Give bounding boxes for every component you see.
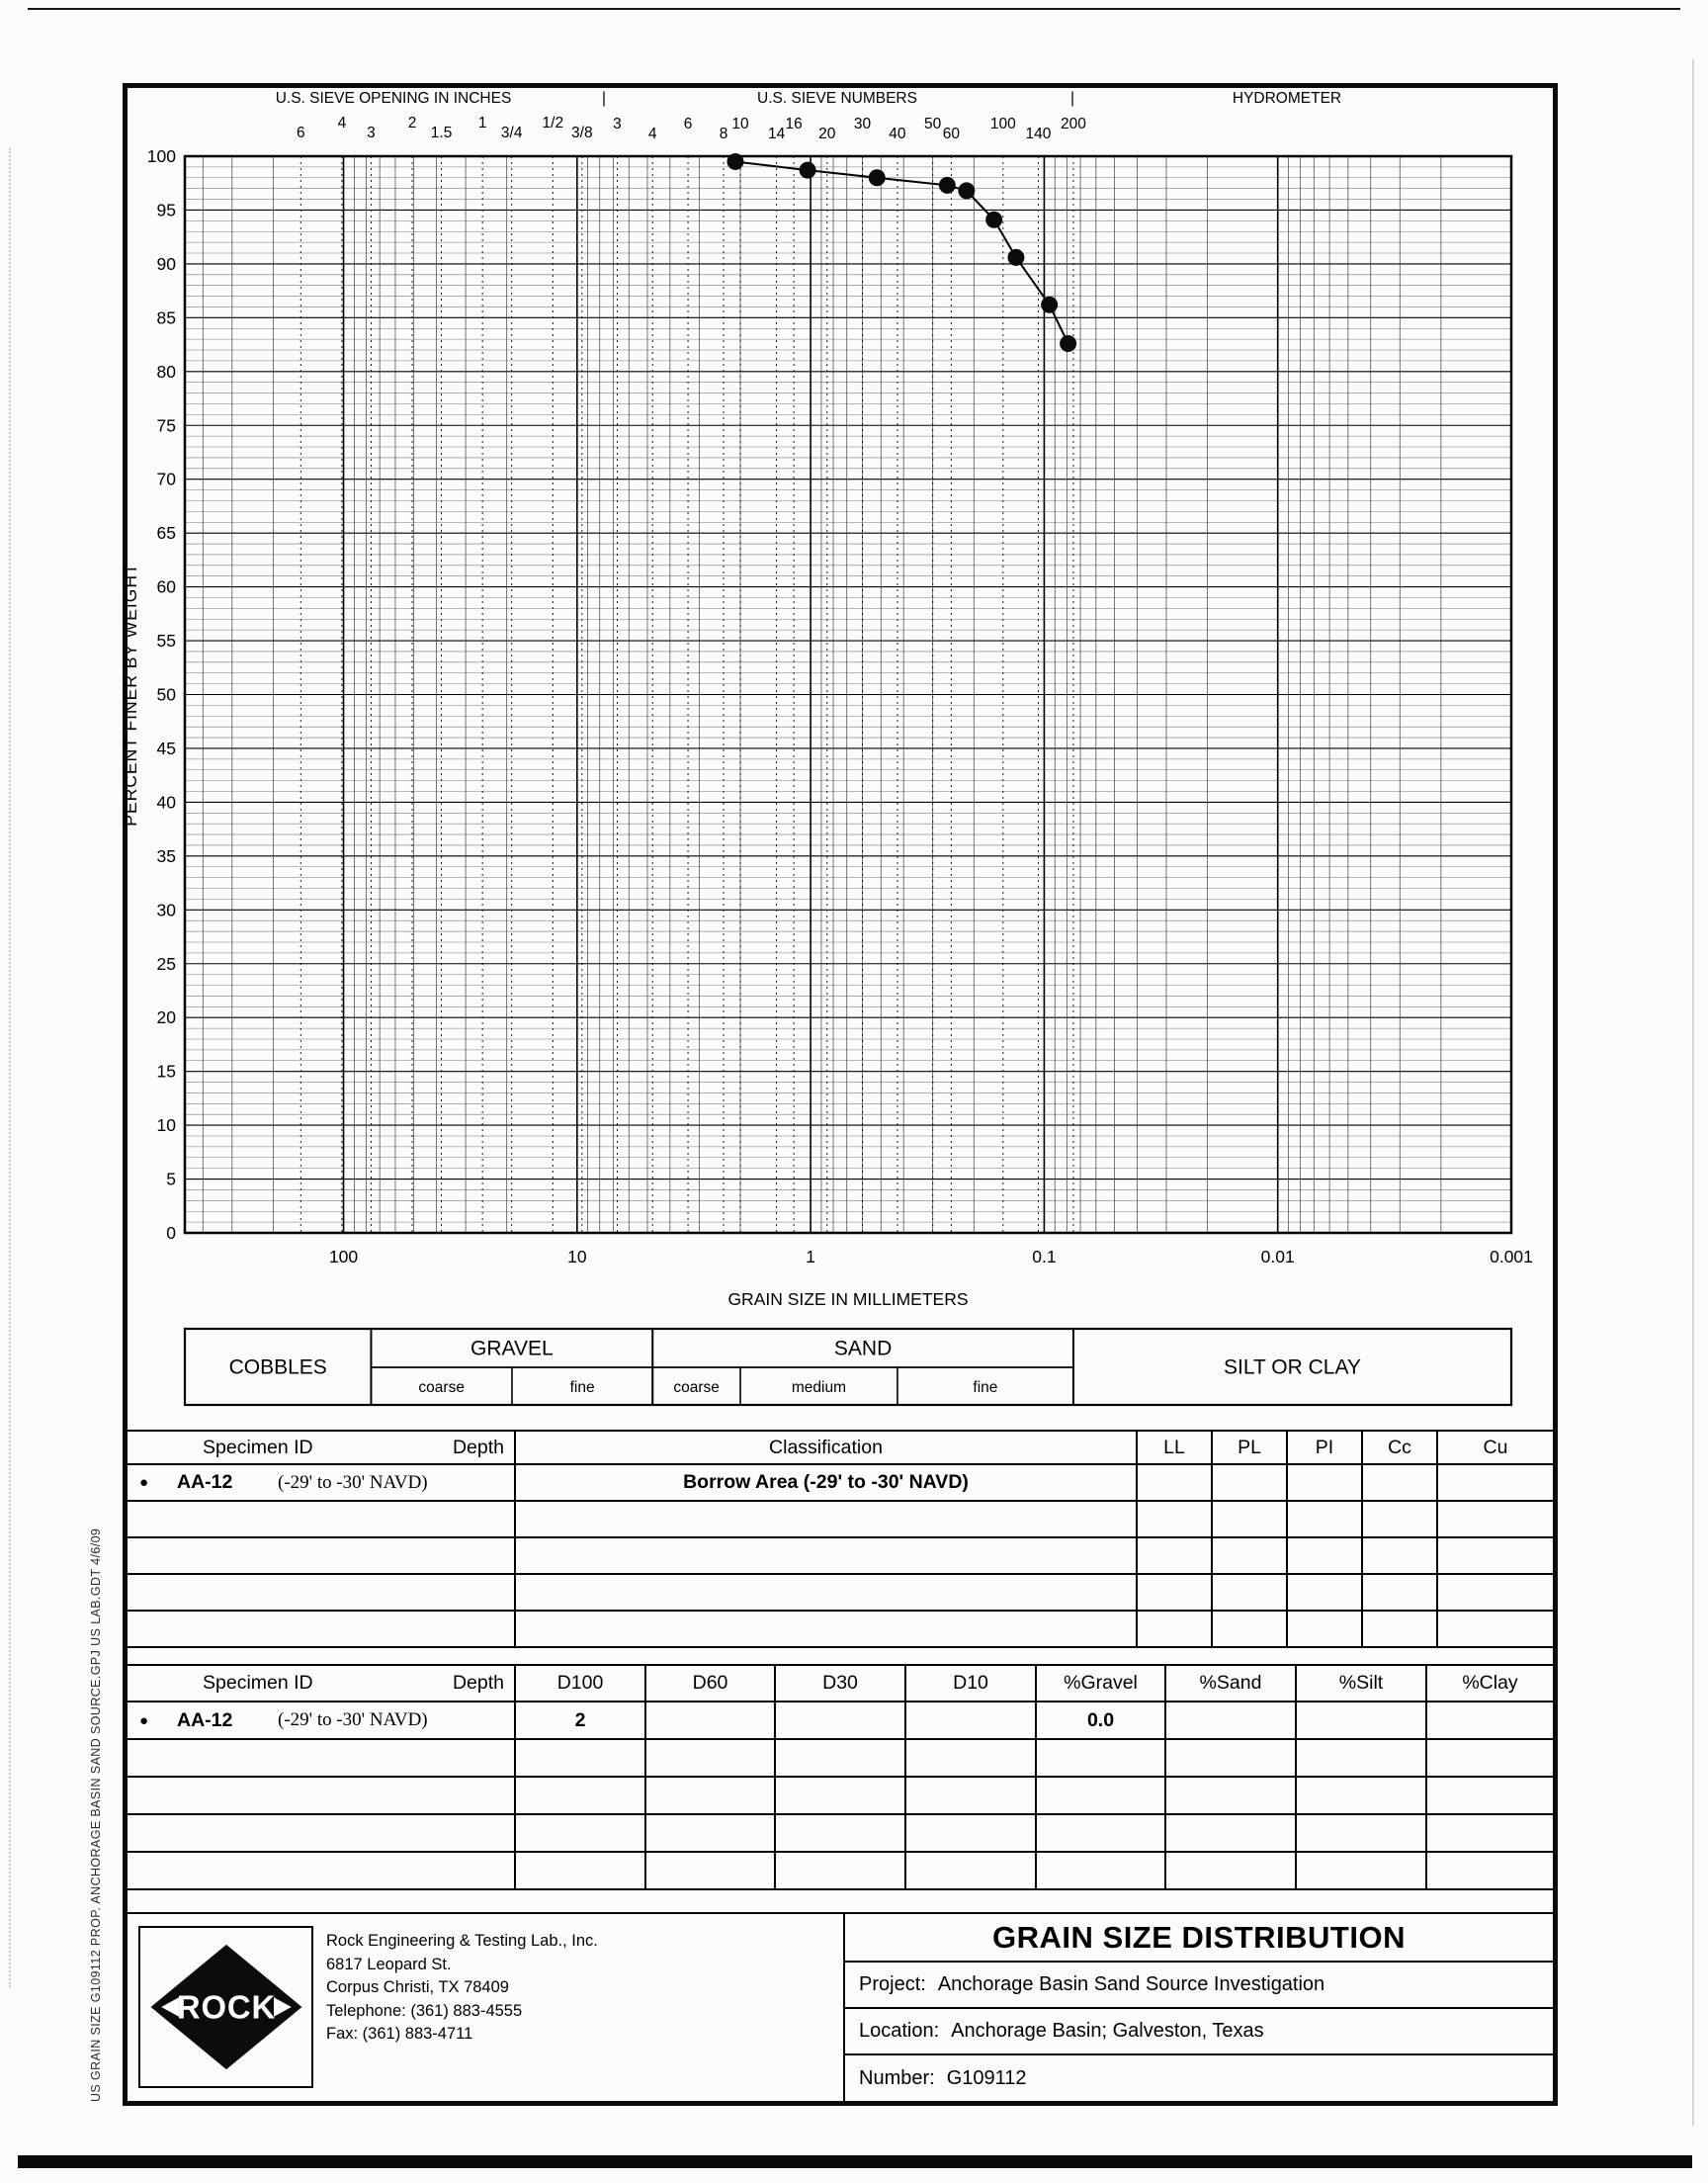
svg-text:1: 1 bbox=[477, 115, 487, 131]
table-header-row bbox=[128, 1432, 1553, 1465]
number-label: Number: bbox=[859, 2066, 935, 2089]
svg-text:6: 6 bbox=[683, 116, 693, 132]
gradation-results-table bbox=[128, 1664, 1553, 1890]
svg-text:25: 25 bbox=[156, 953, 176, 974]
company-city: Corpus Christi, TX 78409 bbox=[326, 1978, 509, 1996]
svg-text:70: 70 bbox=[156, 469, 176, 489]
d10-value bbox=[906, 1703, 1037, 1738]
svg-text:coarse: coarse bbox=[673, 1379, 720, 1396]
depth-header: Depth bbox=[452, 1672, 504, 1694]
pi-value bbox=[1288, 1465, 1363, 1500]
depth-value: (-29' to -30' NAVD) bbox=[278, 1709, 428, 1730]
classification-header: Classification bbox=[516, 1432, 1138, 1463]
cc-value bbox=[1363, 1465, 1438, 1500]
svg-text:10: 10 bbox=[156, 1115, 176, 1136]
sieve-size-labels bbox=[297, 115, 1086, 142]
location-field bbox=[845, 2009, 1553, 2055]
svg-text:6: 6 bbox=[296, 125, 305, 141]
d60-value bbox=[646, 1703, 776, 1738]
svg-text:90: 90 bbox=[156, 253, 176, 274]
clay-header: %Clay bbox=[1462, 1672, 1518, 1694]
number-value: G109112 bbox=[946, 2066, 1027, 2089]
company-info bbox=[326, 1930, 598, 2047]
svg-text:HYDROMETER: HYDROMETER bbox=[1232, 90, 1342, 107]
d60-header: D60 bbox=[646, 1666, 776, 1701]
specimen-id-value: AA-12 bbox=[177, 1708, 233, 1731]
specimen-cell bbox=[128, 1465, 516, 1500]
pl-header: PL bbox=[1213, 1432, 1288, 1463]
ll-value bbox=[1138, 1465, 1213, 1500]
svg-text:140: 140 bbox=[1025, 126, 1052, 142]
cu-header: Cu bbox=[1483, 1436, 1508, 1458]
svg-text:5: 5 bbox=[166, 1169, 176, 1189]
silt-header: %Silt bbox=[1297, 1666, 1427, 1701]
svg-text:GRAVEL: GRAVEL bbox=[470, 1337, 554, 1360]
svg-text:medium: medium bbox=[791, 1379, 847, 1396]
report-title: GRAIN SIZE DISTRIBUTION bbox=[845, 1914, 1553, 1963]
specimen-id-value: AA-12 bbox=[177, 1471, 233, 1493]
depth-header: Depth bbox=[452, 1436, 504, 1458]
svg-text:75: 75 bbox=[156, 415, 176, 436]
svg-text:10: 10 bbox=[731, 116, 749, 132]
svg-text:200: 200 bbox=[1061, 116, 1086, 132]
empty-table-row bbox=[128, 1815, 1553, 1853]
sieve-header-labels bbox=[276, 90, 1341, 107]
svg-text:15: 15 bbox=[156, 1061, 176, 1082]
empty-table-row bbox=[128, 1612, 1553, 1648]
svg-text:0.001: 0.001 bbox=[1490, 1247, 1533, 1266]
svg-text:100: 100 bbox=[146, 146, 176, 166]
svg-text:1.5: 1.5 bbox=[430, 125, 453, 141]
svg-text:80: 80 bbox=[156, 361, 176, 382]
x-axis-tick-labels bbox=[329, 1247, 1533, 1266]
classification-bar bbox=[185, 1329, 1511, 1405]
svg-text:50: 50 bbox=[156, 684, 176, 705]
report-info-panel bbox=[845, 1914, 1553, 2101]
empty-table-row bbox=[128, 1740, 1553, 1778]
specimen-id-header: Specimen ID bbox=[203, 1672, 313, 1694]
table-row bbox=[128, 1703, 1553, 1740]
svg-text:45: 45 bbox=[156, 738, 176, 758]
specimen-depth-header-cell bbox=[128, 1666, 516, 1701]
specimen-marker: ● bbox=[139, 1474, 149, 1491]
svg-text:3/4: 3/4 bbox=[500, 125, 523, 141]
svg-text:10: 10 bbox=[567, 1247, 587, 1266]
svg-text:20: 20 bbox=[818, 126, 836, 142]
scan-artifact-bottom-bar bbox=[18, 2155, 1692, 2168]
svg-text:fine: fine bbox=[973, 1379, 998, 1396]
svg-text:40: 40 bbox=[156, 792, 176, 813]
logo-text: ROCK bbox=[176, 1988, 276, 2026]
svg-text:SILT OR CLAY: SILT OR CLAY bbox=[1224, 1355, 1361, 1379]
svg-text:COBBLES: COBBLES bbox=[228, 1355, 327, 1379]
empty-table-row bbox=[128, 1853, 1553, 1890]
location-label: Location: bbox=[859, 2020, 940, 2042]
classification-value: Borrow Area (-29' to -30' NAVD) bbox=[516, 1465, 1138, 1500]
title-block bbox=[128, 1912, 1553, 2101]
clay-value bbox=[1427, 1703, 1553, 1738]
table-header-row bbox=[128, 1666, 1553, 1703]
table-row bbox=[128, 1465, 1553, 1502]
svg-text:60: 60 bbox=[156, 576, 176, 597]
empty-table-row bbox=[128, 1575, 1553, 1612]
svg-text:30: 30 bbox=[853, 116, 872, 132]
d30-header: D30 bbox=[776, 1666, 906, 1701]
svg-text:95: 95 bbox=[156, 200, 176, 220]
horizontal-gridlines bbox=[185, 156, 1511, 1233]
ll-header: LL bbox=[1138, 1432, 1213, 1463]
svg-text:U.S. SIEVE OPENING IN INCHES: U.S. SIEVE OPENING IN INCHES bbox=[275, 90, 512, 107]
svg-text:|: | bbox=[1069, 90, 1075, 107]
svg-text:|: | bbox=[601, 90, 607, 107]
svg-text:60: 60 bbox=[942, 126, 961, 142]
d10-header: D10 bbox=[906, 1666, 1037, 1701]
empty-table-row bbox=[128, 1502, 1553, 1538]
silt-value bbox=[1297, 1703, 1427, 1738]
specimen-marker: ● bbox=[139, 1711, 149, 1729]
svg-text:SAND: SAND bbox=[833, 1337, 893, 1360]
svg-text:1: 1 bbox=[806, 1247, 815, 1266]
svg-text:65: 65 bbox=[156, 523, 176, 544]
company-street: 6817 Leopard St. bbox=[326, 1955, 452, 1973]
svg-text:14: 14 bbox=[767, 126, 786, 142]
empty-table-row bbox=[128, 1538, 1553, 1575]
svg-text:30: 30 bbox=[156, 900, 176, 920]
svg-text:0.1: 0.1 bbox=[1032, 1247, 1057, 1266]
cu-value bbox=[1438, 1465, 1553, 1500]
svg-text:3: 3 bbox=[367, 125, 376, 141]
number-field bbox=[845, 2055, 1553, 2101]
gradation-curve-points bbox=[726, 153, 1076, 352]
svg-text:85: 85 bbox=[156, 307, 176, 328]
empty-table-row bbox=[128, 1778, 1553, 1815]
svg-text:55: 55 bbox=[156, 631, 176, 652]
svg-text:16: 16 bbox=[785, 116, 803, 132]
rock-logo-icon bbox=[147, 1936, 305, 2078]
svg-text:coarse: coarse bbox=[418, 1379, 465, 1396]
project-label: Project: bbox=[859, 1973, 926, 1995]
svg-text:100: 100 bbox=[328, 1247, 359, 1266]
d100-header: D100 bbox=[516, 1666, 646, 1701]
specimen-cell bbox=[128, 1703, 516, 1738]
gravel-value: 0.0 bbox=[1037, 1703, 1166, 1738]
svg-text:fine: fine bbox=[569, 1379, 595, 1396]
specimen-id-header: Specimen ID bbox=[203, 1436, 313, 1458]
svg-text:20: 20 bbox=[156, 1007, 176, 1028]
svg-text:100: 100 bbox=[989, 116, 1016, 132]
svg-text:2: 2 bbox=[407, 115, 417, 131]
specimen-classification-table bbox=[128, 1430, 1553, 1648]
svg-text:U.S. SIEVE NUMBERS: U.S. SIEVE NUMBERS bbox=[757, 90, 917, 107]
gravel-header: %Gravel bbox=[1037, 1666, 1166, 1701]
cc-header: Cc bbox=[1363, 1432, 1438, 1463]
sand-header: %Sand bbox=[1166, 1666, 1297, 1701]
svg-text:4: 4 bbox=[337, 115, 347, 131]
pl-value bbox=[1213, 1465, 1288, 1500]
company-name: Rock Engineering & Testing Lab., Inc. bbox=[326, 1932, 598, 1950]
y-axis-title: PERCENT FINER BY WEIGHT bbox=[121, 563, 140, 827]
svg-text:1/2: 1/2 bbox=[542, 115, 564, 131]
location-value: Anchorage Basin; Galveston, Texas bbox=[951, 2020, 1264, 2042]
sidebar-filename-text: US GRAIN SIZE G109112 PROP. ANCHORAGE BASIN SAND SOURCE.GPJ US LAB.GDT 4/6/09 bbox=[89, 1528, 103, 2102]
svg-text:8: 8 bbox=[719, 126, 728, 142]
svg-text:0: 0 bbox=[166, 1223, 176, 1243]
company-panel bbox=[128, 1914, 845, 2101]
x-axis-title: GRAIN SIZE IN MILLIMETERS bbox=[727, 1289, 969, 1309]
svg-text:35: 35 bbox=[156, 845, 176, 866]
company-fax: Fax: (361) 883-4711 bbox=[326, 2025, 473, 2043]
specimen-depth-header-cell bbox=[128, 1432, 516, 1463]
svg-text:40: 40 bbox=[889, 126, 906, 142]
svg-text:0.01: 0.01 bbox=[1260, 1247, 1295, 1266]
company-logo bbox=[138, 1926, 313, 2088]
y-axis-tick-labels bbox=[147, 146, 176, 1243]
depth-value: (-29' to -30' NAVD) bbox=[278, 1471, 428, 1493]
company-telephone: Telephone: (361) 883-4555 bbox=[326, 2001, 523, 2020]
svg-text:4: 4 bbox=[647, 126, 657, 142]
svg-text:3/8: 3/8 bbox=[571, 125, 593, 141]
d100-value: 2 bbox=[516, 1703, 646, 1738]
project-value: Anchorage Basin Sand Source Investigation bbox=[937, 1973, 1325, 1995]
svg-text:50: 50 bbox=[924, 116, 942, 132]
d30-value bbox=[776, 1703, 906, 1738]
sand-value bbox=[1166, 1703, 1297, 1738]
pi-header: PI bbox=[1288, 1432, 1363, 1463]
project-field bbox=[845, 1963, 1553, 2009]
svg-text:3: 3 bbox=[613, 116, 622, 132]
